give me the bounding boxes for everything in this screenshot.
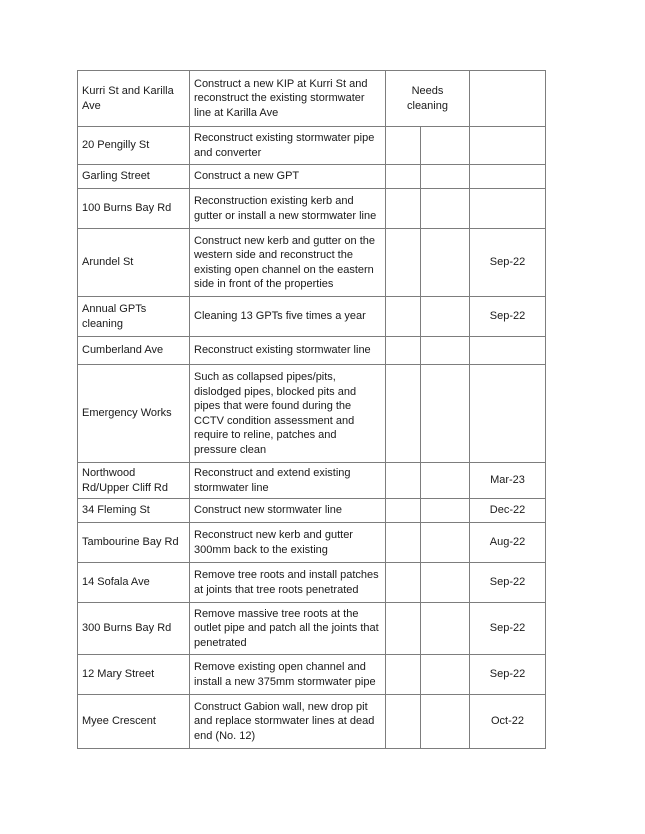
date-cell	[470, 365, 546, 463]
location-cell: Tambourine Bay Rd	[78, 523, 190, 563]
empty-cell	[386, 695, 421, 749]
location-cell: Myee Crescent	[78, 695, 190, 749]
empty-cell	[386, 603, 421, 655]
table-row	[78, 603, 546, 655]
table-row	[78, 165, 546, 189]
table-row	[78, 297, 546, 337]
date-cell: Sep-22	[470, 297, 546, 337]
location-cell: 300 Burns Bay Rd	[78, 603, 190, 655]
status-cell	[421, 499, 470, 523]
description-cell: Remove massive tree roots at the outlet pipe and patch all the joints that penetrated	[190, 603, 386, 655]
location-cell: Cumberland Ave	[78, 337, 190, 365]
table-row	[78, 71, 546, 127]
table-row	[78, 695, 546, 749]
table-row	[78, 189, 546, 229]
table-row	[78, 563, 546, 603]
empty-cell	[386, 297, 421, 337]
description-cell: Reconstruct existing stormwater line	[190, 337, 386, 365]
empty-cell	[386, 655, 421, 695]
status-cell	[421, 523, 470, 563]
status-cell	[421, 165, 470, 189]
table-row	[78, 365, 546, 463]
description-cell: Construct Gabion wall, new drop pit and replace stormwater lines at dead end (No. 12)	[190, 695, 386, 749]
date-cell	[470, 127, 546, 165]
location-cell: 12 Mary Street	[78, 655, 190, 695]
status-cell	[421, 655, 470, 695]
description-cell: Construct new kerb and gutter on the western side and reconstruct the existing open channel on the eastern side in front of the properties	[190, 229, 386, 297]
empty-cell	[386, 463, 421, 499]
table-row	[78, 499, 546, 523]
table-row	[78, 463, 546, 499]
location-cell: 34 Fleming St	[78, 499, 190, 523]
empty-cell	[386, 523, 421, 563]
date-cell: Oct-22	[470, 695, 546, 749]
description-cell: Reconstruct and extend existing stormwater line	[190, 463, 386, 499]
date-cell: Sep-22	[470, 603, 546, 655]
date-cell: Mar-23	[470, 463, 546, 499]
date-cell: Dec-22	[470, 499, 546, 523]
location-cell: Arundel St	[78, 229, 190, 297]
date-cell	[470, 165, 546, 189]
status-cell	[421, 695, 470, 749]
description-cell: Remove tree roots and install patches at joints that tree roots penetrated	[190, 563, 386, 603]
date-cell: Aug-22	[470, 523, 546, 563]
status-cell	[421, 229, 470, 297]
empty-cell	[386, 563, 421, 603]
location-cell: Annual GPTs cleaning	[78, 297, 190, 337]
empty-cell	[386, 229, 421, 297]
empty-cell	[386, 499, 421, 523]
description-cell: Cleaning 13 GPTs five times a year	[190, 297, 386, 337]
status-cell	[421, 189, 470, 229]
status-cell	[421, 337, 470, 365]
empty-cell	[386, 165, 421, 189]
status-cell: Needs cleaning	[386, 71, 470, 127]
location-cell: 20 Pengilly St	[78, 127, 190, 165]
date-cell	[470, 337, 546, 365]
description-cell: Reconstruction existing kerb and gutter or install a new stormwater line	[190, 189, 386, 229]
table-row	[78, 229, 546, 297]
table-row	[78, 127, 546, 165]
location-cell: Garling Street	[78, 165, 190, 189]
location-cell: Emergency Works	[78, 365, 190, 463]
description-cell: Construct a new KIP at Kurri St and reconstruct the existing stormwater line at Karilla Ave	[190, 71, 386, 127]
empty-cell	[386, 127, 421, 165]
description-cell: Construct new stormwater line	[190, 499, 386, 523]
location-cell: 100 Burns Bay Rd	[78, 189, 190, 229]
status-cell	[421, 563, 470, 603]
date-cell: Sep-22	[470, 229, 546, 297]
description-cell: Such as collapsed pipes/pits, dislodged pipes, blocked pits and pipes that were found during the CCTV condition assessment and require to reline, patches and pressure clean	[190, 365, 386, 463]
description-cell: Reconstruct new kerb and gutter 300mm back to the existing	[190, 523, 386, 563]
empty-cell	[386, 189, 421, 229]
description-cell: Reconstruct existing stormwater pipe and converter	[190, 127, 386, 165]
date-cell: Sep-22	[470, 563, 546, 603]
empty-cell	[386, 365, 421, 463]
status-cell	[421, 463, 470, 499]
table-row	[78, 337, 546, 365]
date-cell	[470, 71, 546, 127]
status-cell	[421, 127, 470, 165]
date-cell: Sep-22	[470, 655, 546, 695]
description-cell: Remove existing open channel and install a new 375mm stormwater pipe	[190, 655, 386, 695]
table-row	[78, 655, 546, 695]
location-cell: 14 Sofala Ave	[78, 563, 190, 603]
description-cell: Construct a new GPT	[190, 165, 386, 189]
empty-cell	[386, 337, 421, 365]
location-cell: Kurri St and Karilla Ave	[78, 71, 190, 127]
table-row	[78, 523, 546, 563]
date-cell	[470, 189, 546, 229]
location-cell: Northwood Rd/Upper Cliff Rd	[78, 463, 190, 499]
status-cell	[421, 603, 470, 655]
status-cell	[421, 365, 470, 463]
status-cell	[421, 297, 470, 337]
works-table	[77, 70, 546, 749]
